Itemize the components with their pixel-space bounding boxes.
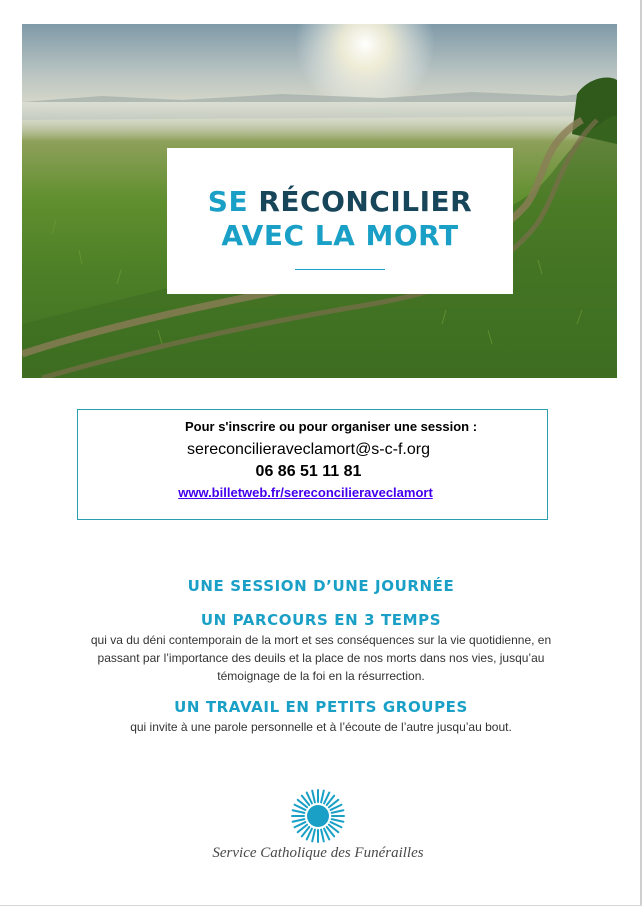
contact-lead: Pour s'inscrire ou pour organiser une session : [184, 419, 478, 434]
logo-ray [312, 830, 315, 842]
session-heading-day: UNE SESSION D’UNE JOURNÉE [187, 577, 455, 595]
title-divider [295, 269, 385, 270]
session-text-parcours: qui va du déni contemporain de la mort et ses conséquences sur la vie quotidienne, en passant par l’importance des deuils et la place de nos morts dans nos vies, jusqu’au témoignage de la foi en la résurrection. [90, 633, 552, 683]
contact-website-link[interactable]: www.billetweb.fr/sereconcilieraveclamort [178, 485, 433, 500]
logo-ray [312, 791, 315, 803]
title-line-2: AVEC LA MORT [221, 219, 459, 252]
contact-phone: 06 86 51 11 81 [255, 463, 362, 480]
title-card [167, 148, 513, 294]
logo-ray [332, 810, 344, 813]
logo-ray [321, 791, 324, 803]
session-heading-groupes: UN TRAVAIL EN PETITS GROUPES [174, 698, 468, 716]
contact-box [77, 409, 548, 520]
logo-ray [332, 819, 344, 822]
logo-graphic [290, 788, 346, 844]
title-line-1 [167, 185, 513, 218]
logo-core [307, 805, 329, 827]
sun-burst-icon [290, 788, 346, 844]
session-text-groupes: qui invite à une parole personnelle et à l’écoute de l’autre jusqu’au bout. [130, 720, 512, 734]
logo-ray [321, 830, 324, 842]
logo-ray [293, 810, 305, 813]
contact-email[interactable]: sereconcilieraveclamort@s-c-f.org [187, 441, 430, 458]
session-heading-parcours: UN PARCOURS EN 3 TEMPS [200, 611, 442, 629]
title-word-reconcilier: RÉCONCILIER [258, 185, 473, 218]
title-word-se: SE [207, 185, 249, 218]
hero-landscape-image [22, 24, 617, 378]
organization-name: Service Catholique des Funérailles [212, 845, 424, 861]
logo-ray [293, 819, 305, 822]
